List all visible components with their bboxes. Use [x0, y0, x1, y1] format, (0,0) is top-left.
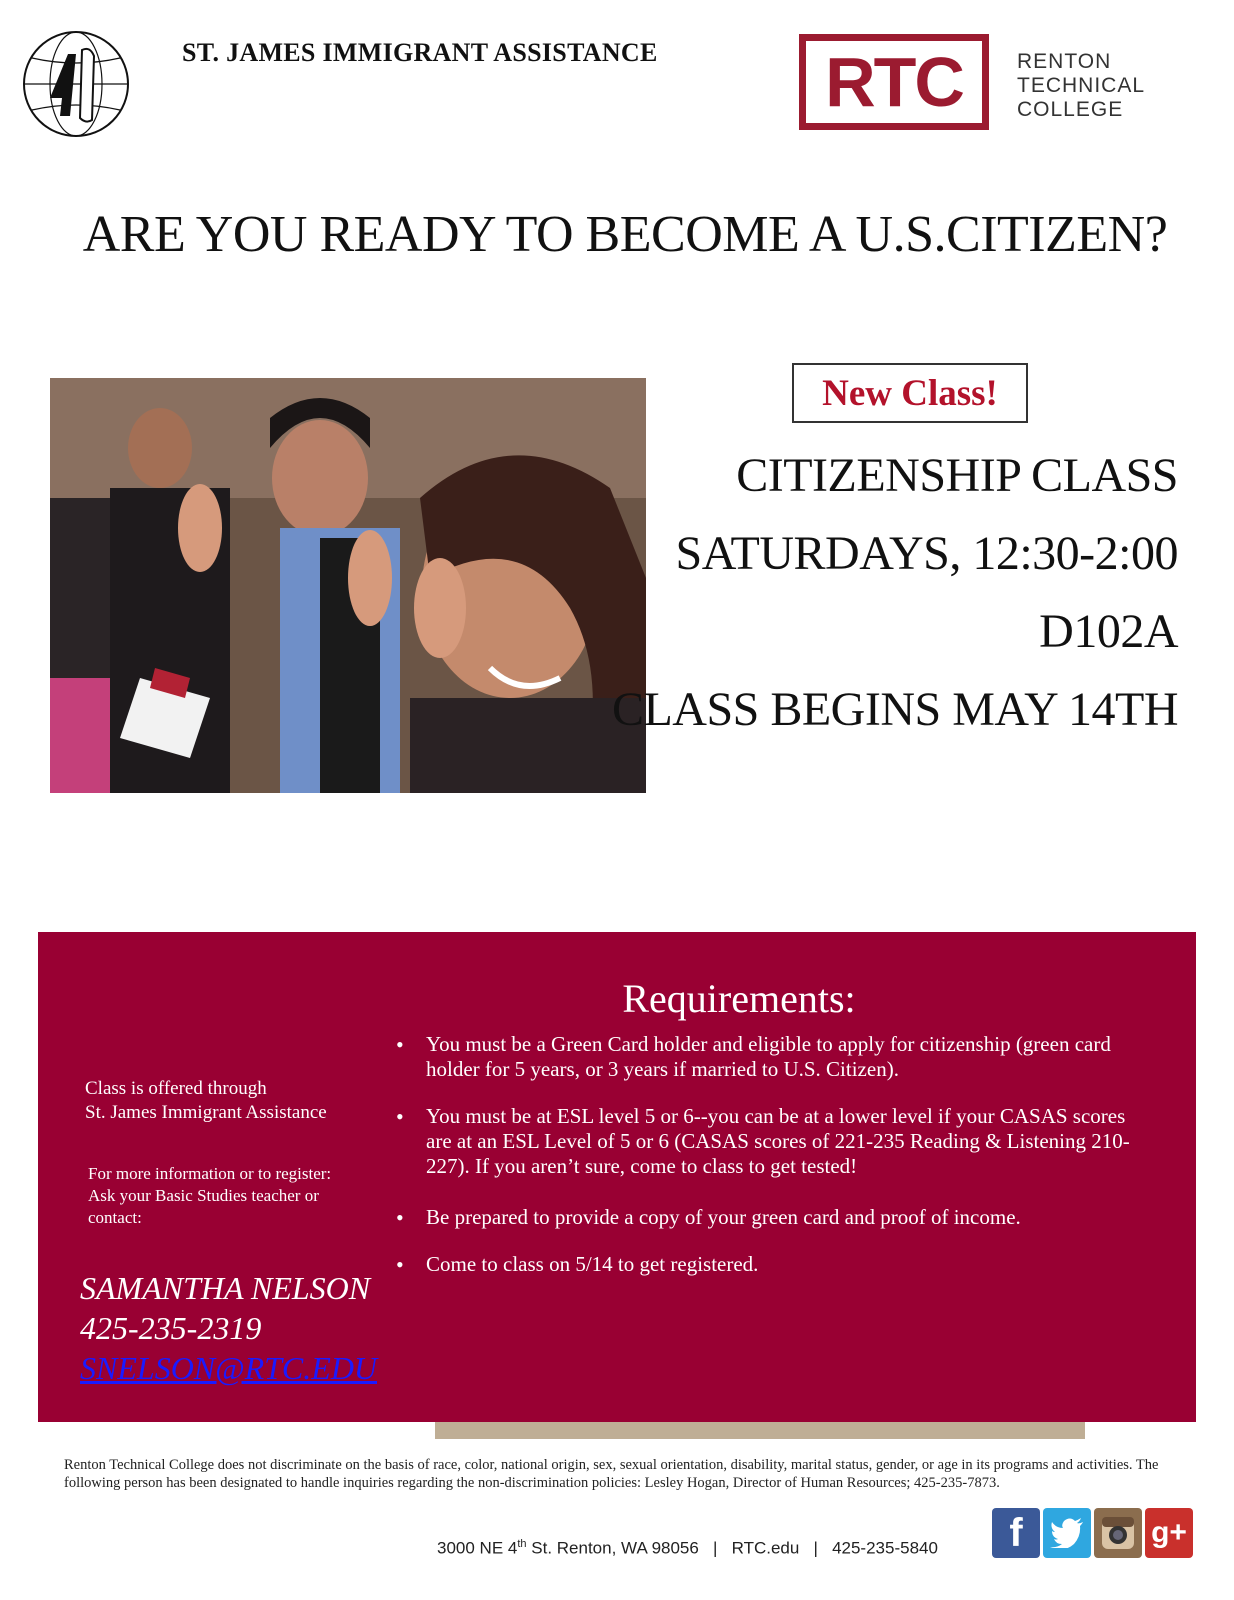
rtc-logo	[799, 34, 989, 130]
class-name: CITIZENSHIP CLASS	[736, 449, 1178, 502]
twitter-icon[interactable]	[1043, 1508, 1091, 1558]
list-item: • Come to class on 5/14 to get registered.	[392, 1252, 1132, 1277]
rtc-logo-words	[1017, 50, 1145, 122]
facebook-icon[interactable]: f	[992, 1508, 1040, 1558]
more-info-text: For more information or to register: Ask your Basic Studies teacher or contact:	[88, 1164, 332, 1227]
footer-contact	[437, 1538, 938, 1559]
address-part-2: St. Renton, WA 98056 | RTC.edu | 425-235-5840	[526, 1538, 938, 1558]
rtc-word-2: TECHNICAL	[1017, 74, 1146, 97]
contact-name: SAMANTHA NELSON	[80, 1270, 371, 1306]
requirements-list	[392, 1032, 1132, 1299]
rtc-logo-mark: RTC	[825, 43, 963, 121]
contact-email-link[interactable]: SNELSON@RTC.EDU	[80, 1350, 378, 1386]
contact-phone: 425-235-2319	[80, 1310, 262, 1346]
rtc-word-3: COLLEGE	[1017, 98, 1124, 121]
non-discrimination-disclaimer: Renton Technical College does not discriminate on the basis of race, color, national origin, sex, sexual orientation, disability, marital status, gender, or age in its programs and activities. The following person has been designated to handle inquiries regarding the non-discrimination policies: Lesley Hogan, Director of Human Resources; 425-235-7873.	[64, 1457, 1159, 1491]
requirements-title: Requirements:	[622, 976, 856, 1021]
offered-through	[85, 1077, 327, 1125]
new-class-badge: New Class!	[792, 363, 1028, 423]
address-ordinal: th	[517, 1538, 527, 1550]
class-schedule: SATURDAYS, 12:30-2:00	[675, 527, 1178, 580]
divider-bar	[435, 1422, 1085, 1439]
offered-line-2: St. James Immigrant Assistance	[85, 1102, 327, 1123]
address-part-1: 3000 NE 4	[437, 1538, 518, 1558]
oath-photo	[50, 378, 646, 793]
instagram-icon[interactable]	[1094, 1508, 1142, 1558]
offered-line-1: Class is offered through	[85, 1078, 267, 1099]
google-plus-icon[interactable]: g+	[1145, 1508, 1193, 1558]
st-james-logo	[20, 28, 132, 140]
headline: ARE YOU READY TO BECOME A U.S.CITIZEN?	[82, 206, 1168, 263]
list-item: • You must be at ESL level 5 or 6--you can be at a lower level if your CASAS scores are at an ESL Level of 5 or 6 (CASAS scores of 221-235 Reading & Listening 210-227). If you aren’t sure, come to class to get tested!	[392, 1104, 1132, 1179]
class-start-date: CLASS BEGINS MAY 14TH	[611, 683, 1178, 736]
class-room: D102A	[1039, 605, 1178, 658]
list-item: • You must be a Green Card holder and eligible to apply for citizenship (green card holder for 5 years, or 3 years if married to U.S. Citizen).	[392, 1032, 1132, 1082]
organization-name: ST. JAMES IMMIGRANT ASSISTANCE	[182, 38, 658, 67]
rtc-word-1: RENTON	[1017, 50, 1112, 73]
list-item: • Be prepared to provide a copy of your green card and proof of income.	[392, 1205, 1132, 1230]
